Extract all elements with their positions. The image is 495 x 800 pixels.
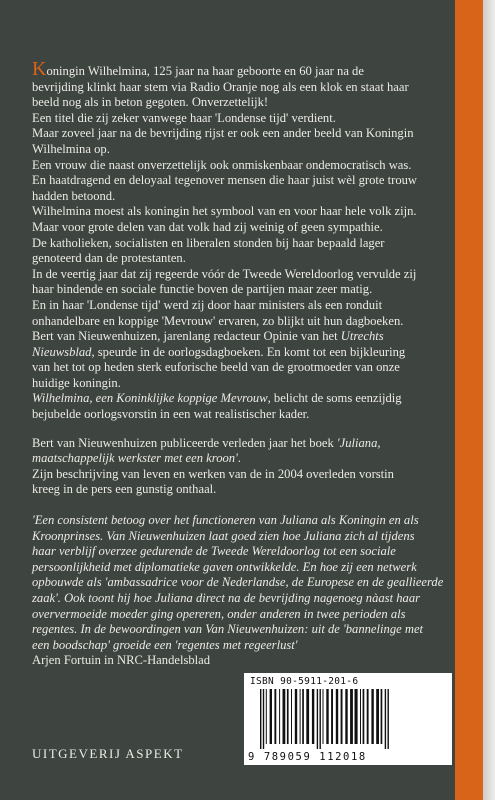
barcode-bar — [336, 689, 338, 744]
barcode-bar — [279, 689, 280, 744]
barcode-bar — [300, 689, 301, 744]
text-line: bevrijding klinkt haar stem via Radio Oranje nog als een klok en staat haar — [32, 79, 409, 94]
barcode-bar — [287, 689, 289, 744]
barcode-bar — [274, 689, 276, 744]
isbn-label: ISBN 90-5911-201-6 — [250, 676, 359, 687]
barcode-digits: 9 789059 112018 — [248, 751, 367, 763]
text-line: En haatdragend en deloyaal tegenover mensen die haar juist wèl grote trouw — [32, 173, 418, 188]
quote-line: haar verblijf overzee gedurende de Tweede Wereldoorlog tot een sociale — [32, 544, 396, 559]
page-edge — [483, 0, 495, 800]
text-line: hadden betoond. — [32, 188, 116, 203]
barcode-bar — [345, 689, 347, 744]
barcode-bar — [302, 689, 304, 744]
barcode-bar — [317, 689, 318, 749]
barcode-bar — [306, 689, 309, 744]
text-line: Wilhelmina op. — [32, 141, 110, 156]
text-line: Wilhelmina moest als koningin het symbool van en voor haar hele volk zijn. — [32, 204, 417, 219]
barcode-bar — [376, 689, 379, 744]
barcode-bar — [385, 689, 386, 749]
barcode-bar — [388, 689, 389, 749]
quote-line: oververmoeide moeder ging opereren, onder anderen in twee perioden als — [32, 606, 406, 621]
blurb-text — [32, 58, 450, 669]
text-line: haar bindende en sociale functie boven de partijen maar zeer matig. — [32, 282, 373, 297]
barcode-bar — [270, 689, 272, 744]
barcode-bar — [326, 689, 328, 744]
text-line: Koningin Wilhelmina, 125 jaar na haar geboorte en 60 jaar na de — [32, 58, 364, 80]
spacer — [32, 423, 450, 436]
barcode — [244, 673, 452, 765]
quote-line: een boodschap' groeide een 'regentes met regeerlust' — [32, 637, 298, 652]
barcode-bar — [283, 689, 286, 744]
quote-line: opbouwde als 'ambassadrice voor de Nederlandse, de Europese en de geallieerde — [32, 575, 444, 590]
barcode-bar — [266, 689, 267, 744]
review-quote — [32, 513, 450, 669]
barcode-bar — [355, 689, 358, 744]
text-line: Bert van Nieuwenhuizen publiceerde verleden jaar het boek 'Juliana, — [32, 435, 381, 450]
quote-line: regentes. In de bewoordingen van Van Nieuwenhuizen: uit de 'bannelinge met — [32, 622, 424, 637]
barcode-bar — [367, 689, 369, 744]
barcode-bar — [331, 689, 333, 744]
barcode-bar — [360, 689, 361, 744]
text-line: De katholieken, socialisten en liberalen stonden bij haar bepaald lager — [32, 235, 385, 250]
barcode-bar — [323, 689, 324, 744]
text-line: Nieuwsblad, speurde in de oorlogsdagboeken. En komt tot een bijkleuring — [32, 344, 406, 359]
barcode-bar — [263, 689, 264, 749]
barcode-bar — [371, 689, 373, 744]
text-line: onhandelbare en koppige 'Mevrouw' ervaren, zo blijkt uit hun dagboeken. — [32, 313, 404, 328]
barcode-bar — [350, 689, 353, 744]
quote-line: zaak'. Ook toont hij hoe Juliana direct na de bevrijding nagenoeg nàast haar — [32, 591, 421, 605]
barcode-bars — [258, 689, 438, 749]
paragraph-juliana — [32, 436, 450, 498]
text-line: genoteerd dan de protestanten. — [32, 251, 186, 266]
text-line: In de veertig jaar dat zij regeerde vóór de Tweede Wereldoorlog vervulde zij — [32, 266, 417, 281]
spacer — [32, 498, 450, 513]
barcode-bar — [295, 689, 297, 744]
quote-line: 'Een consistent betoog over het functioneren van Juliana als Koningin en als — [32, 513, 419, 528]
text-line: maatschappelijk werkster met een kroon'. — [32, 451, 241, 466]
quote-line: Kroonprinses. Van Nieuwenhuizen laat goed zien hoe Juliana zich al tijdens — [32, 528, 415, 543]
orange-spine-band — [455, 0, 483, 800]
barcode-bar — [381, 689, 383, 744]
barcode-bar — [312, 689, 314, 744]
drop-cap: K — [32, 58, 47, 80]
text-line: Zijn beschrijving van leven en werken van de in 2004 overleden vorstin — [32, 466, 394, 481]
text-line: Een titel die zij zeker vanwege haar 'Londense tijd' verdient. — [32, 110, 336, 125]
paragraph-wilhelmina — [32, 58, 450, 423]
quote-line: persoonlijkheid met diplomatieke gaven ontwikkelde. En hoe zij een netwerk — [32, 559, 417, 574]
quote-attribution: Arjen Fortuin in NRC-Handelsblad — [32, 653, 211, 668]
text-line: Maar voor grote delen van dat volk had zij weinig of geen sympathie. — [32, 219, 383, 234]
barcode-bar — [260, 689, 261, 749]
text-line: huidige koningin. — [32, 375, 121, 390]
barcode-bar — [341, 689, 343, 744]
text-line: beeld nog als in beton gegoten. Onverzettelijk! — [32, 95, 269, 110]
text-line: kreeg in de pers een gunstig onthaal. — [32, 482, 217, 497]
text-line: En in haar 'Londense tijd' werd zij door haar ministers als een ronduit — [32, 297, 383, 312]
barcode-bar — [320, 689, 321, 749]
barcode-bar — [363, 689, 365, 744]
barcode-bar — [291, 689, 292, 744]
text-line: Bert van Nieuwenhuizen, jarenlang redacteur Opinie van het Utrechts — [32, 329, 384, 344]
text-line: Een vrouw die naast onverzettelijk ook onmiskenbaar ondemocratisch was. — [32, 157, 412, 172]
text-line: Wilhelmina, een Koninklijke koppige Mevrouw, belicht de soms eenzijdig — [32, 391, 402, 406]
text-line: Maar zoveel jaar na de bevrijding rijst er ook een ander beeld van Koningin — [32, 126, 414, 141]
text-line: van het tot op heden sterk euforische beeld van de grootmoeder van onze — [32, 360, 400, 375]
text-line: bejubelde oorlogsvorstin in een wat realistischer kader. — [32, 407, 310, 422]
publisher-name: UITGEVERIJ ASPEKT — [32, 746, 184, 761]
